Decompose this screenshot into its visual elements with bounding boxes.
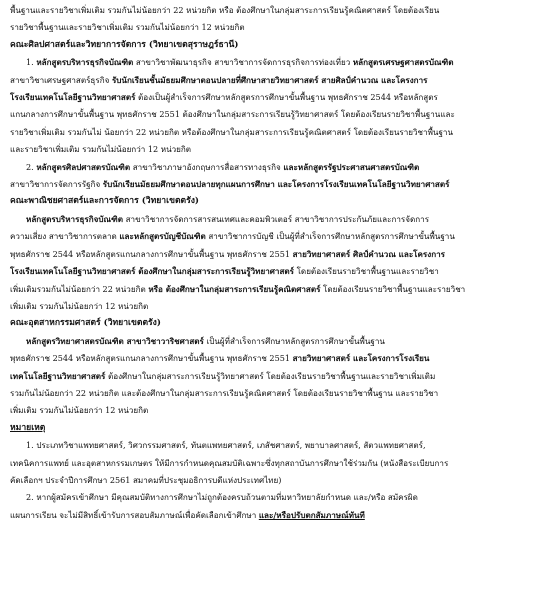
paragraph-line (10, 159, 529, 176)
paragraph-line (10, 89, 529, 106)
text: รายวิชาพื้นฐานและรายวิชาเพิ่มเติม รวมกันไม่น้อยกว่า 12 หน่วยกิต (10, 22, 245, 33)
program-name: และหลักสูตรบัญชีบัณฑิต (119, 231, 206, 242)
item-number: 1. (26, 440, 34, 451)
text: โดยต้องเรียนรายวิชาพื้นฐานและรายวิชา (320, 283, 466, 294)
text: แผนการเรียน จะไม่มีสิทธิ์เข้ารับการสอบสัมภาษณ์เพื่อคัดเลือกเข้าศึกษา (10, 509, 259, 520)
text: ประเภทวิชาแพทยศาสตร์, วิศวกรรมศาสตร์, ทันตแพทยศาสตร์, เภสัชศาสตร์, พยาบาลศาสตร์, สัตวแพทยศาสตร์, (36, 440, 426, 451)
paragraph-line (10, 263, 529, 280)
text: สาขาวิชาภาษาอังกฤษการสื่อสารทางธุรกิจ (130, 161, 284, 172)
text: เป็นผู้ที่สำเร็จการศึกษาหลักสูตรการศึกษาขั้นพื้นฐาน (203, 335, 385, 346)
program-name: หลักสูตรบริหารธุรกิจบัณฑิต (26, 213, 124, 224)
underlined-warning: และ/หรือปรับตกสัมภาษณ์ทันที (258, 509, 365, 520)
text: สาขาวิชาพัฒนาธุรกิจ สาขาวิชาการจัดการธุรกิจการท่องเที่ยว (133, 57, 353, 68)
notes-heading: หมายเหตุ (10, 422, 46, 433)
text: สาขาวิชาการจัดการสารสนเทศและคอมพิวเตอร์ สาขาวิชาการประกันภัยและการจัดการ (123, 213, 430, 224)
note-line: คัดเลือกฯ ประจำปีการศึกษา 2561 สมาคมที่ประชุมอธิการบดีแห่งประเทศไทย) (10, 474, 282, 485)
text: เพิ่มเติมรวมกันไม่น้อยกว่า 22 หน่วยกิต (10, 283, 149, 294)
intro-line (10, 2, 529, 19)
text: สาขาวิชาการจัดการรัฐกิจ (10, 179, 103, 190)
paragraph-line: และรายวิชาเพิ่มเติม รวมกันไม่น้อยกว่า 12 หน่วยกิต (10, 144, 192, 155)
text: พุทธศักราช 2544 หรือหลักสูตรแกนกลางการศึกษาขั้นพื้นฐาน พุทธศักราช 2551 (10, 353, 293, 364)
emphasis-text: สายวิทยาศาสตร์ ศิลป์คำนวณ และโครงการ (292, 248, 446, 259)
program-name: หลักสูตรบริหารธุรกิจบัณฑิต (36, 57, 134, 68)
text: สาขาวิชาการบัญชี เป็นผู้ที่สำเร็จการศึกษาหลักสูตรการศึกษาขั้นพื้นฐาน (205, 231, 455, 242)
paragraph-line (10, 228, 529, 245)
paragraph-line (10, 281, 529, 298)
note-line (10, 437, 529, 454)
text: หากผู้สมัครเข้าศึกษา มีคุณสมบัติทางการศึกษาไม่ถูกต้องครบถ้วนตามที่มหาวิทยาลัยกำหนด และ/หรือ สมัครผิด (36, 492, 418, 503)
program-name: หลักสูตรเศรษฐศาสตรบัณฑิต (352, 57, 454, 68)
emphasis-text: สายวิทยาศาสตร์ และโครงการโรงเรียน (292, 353, 430, 364)
text: ความเสี่ยง สาขาวิชาการตลาด (10, 231, 120, 242)
paragraph-line (10, 54, 529, 71)
paragraph-line (10, 368, 529, 385)
emphasis-text: รับนักเรียนมัธยมศึกษาตอนปลายทุกแผนการศึกษา และโครงการโรงเรียนเทคโนโลยีฐานวิทยาศาสตร์ (102, 179, 450, 190)
paragraph-line (10, 333, 529, 350)
paragraph-line: เพิ่มเติม รวมกันไม่น้อยกว่า 12 หน่วยกิต (10, 300, 149, 311)
note-line (10, 489, 529, 506)
paragraph-line (10, 72, 529, 89)
section-heading-arts: คณะศิลปศาสตร์และวิทยาการจัดการ (วิทยาเขตสุราษฎร์ธานี) (10, 39, 239, 50)
paragraph-line: แกนกลางการศึกษาขั้นพื้นฐาน พุทธศักราช 2551 ต้องศึกษาในกลุ่มสาระการเรียนรู้วิทยาศาสตร์ โดยต้องเรียนรายวิชาพื้นฐานและ (10, 109, 455, 120)
program-name: หลักสูตรศิลปศาสตรบัณฑิต (36, 161, 131, 172)
item-number: 1. (26, 57, 34, 68)
paragraph-line (10, 246, 529, 263)
paragraph-line: เพิ่มเติม รวมกันไม่น้อยกว่า 12 หน่วยกิต (10, 405, 149, 416)
item-number: 2. (26, 492, 34, 503)
emphasis-text: เทคโนโลยีฐานวิทยาศาสตร์ (10, 370, 106, 381)
paragraph-line (10, 350, 529, 367)
section-heading-fisheries: คณะอุตสาหกรรมศาสตร์ (วิทยาเขตตรัง) (10, 318, 161, 329)
text: สาขาวิชาเศรษฐศาสตร์ธุรกิจ (10, 74, 112, 85)
text: พื้นฐานและรายวิชาเพิ่มเติม รวมกันไม่น้อยกว่า 22 หน่วยกิต หรือ ต้องศึกษาในกลุ่มสาระการเรียนรู้คณิตศาสตร์ โดยต้องเรียน (10, 5, 440, 15)
paragraph-line (10, 176, 529, 193)
intro-line (10, 19, 529, 36)
note-line: เทคนิคการแพทย์ และอุตสาหกรรมเกษตร ให้มีการกำหนดคุณสมบัติเฉพาะซึ่งทุกสถาบันการศึกษาใช้ร่วมกัน (หนังสือระเบียบการ (10, 457, 449, 468)
emphasis-text: โรงเรียนเทคโนโลยีฐานวิทยาศาสตร์ (10, 92, 136, 103)
text: ต้องเป็นผู้สำเร็จการศึกษาหลักสูตรการศึกษาขั้นพื้นฐาน พุทธศักราช 2544 หรือหลักสูตร (135, 92, 438, 103)
emphasis-text: โรงเรียนเทคโนโลยีฐานวิทยาศาสตร์ ต้องศึกษาในกลุ่มสาระการเรียนรู้วิทยาศาสตร์ (10, 266, 295, 277)
program-name: หลักสูตรวิทยาศาสตรบัณฑิต สาขาวิชาวาริชศาสตร์ (26, 335, 204, 346)
text: พุทธศักราช 2544 หรือหลักสูตรแกนกลางการศึกษาขั้นพื้นฐาน พุทธศักราช 2551 (10, 248, 293, 259)
paragraph-line: รายวิชาเพิ่มเติม รวมกันไม่ น้อยกว่า 22 หน่วยกิต หรือต้องศึกษาในกลุ่มสาระการเรียนรู้คณิตศาสตร์ โดยต้องเรียนรายวิชาพื้นฐาน (10, 126, 454, 137)
text: ต้องศึกษาในกลุ่มสาระการเรียนรู้วิทยาศาสตร์ โดยต้องเรียนรายวิชาพื้นฐานและรายวิชาเพิ่มเติม (105, 370, 436, 381)
text: โดยต้องเรียนรายวิชาพื้นฐานและรายวิชา (294, 266, 439, 277)
note-line (10, 507, 529, 524)
paragraph-line (10, 211, 529, 228)
section-heading-commerce: คณะพาณิชยศาสตร์และการจัดการ (วิทยาเขตตรัง) (10, 196, 199, 207)
item-number: 2. (26, 161, 34, 172)
emphasis-text: หรือ ต้องศึกษาในกลุ่มสาระการเรียนรู้คณิตศาสตร์ (148, 283, 321, 294)
emphasis-text: รับนักเรียนชั้นมัธยมศึกษาตอนปลายที่ศึกษาสายวิทยาศาสตร์ สายศิลป์คำนวณ และโครงการ (111, 74, 428, 85)
paragraph-line: รวมกันไม่น้อยกว่า 22 หน่วยกิต และต้องศึกษาในกลุ่มสาระการเรียนรู้คณิตศาสตร์ โดยต้องเรียนรายวิชาพื้นฐาน และรายวิชา (10, 387, 439, 398)
program-name: และหลักสูตรรัฐประศาสนศาสตรบัณฑิต (283, 161, 420, 172)
